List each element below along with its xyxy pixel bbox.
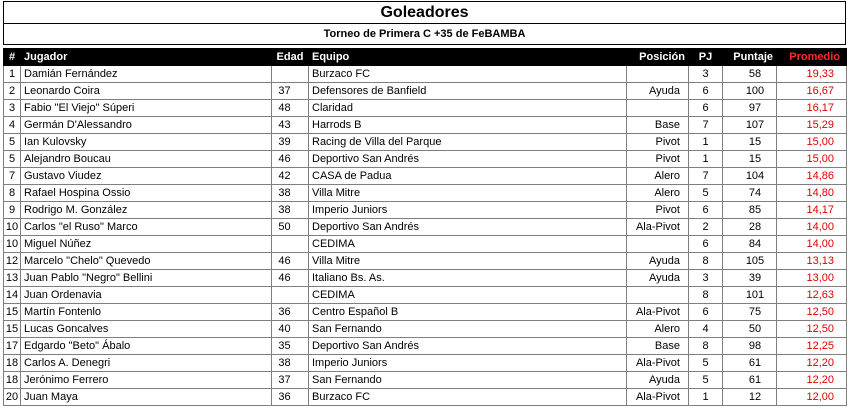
cell-points[interactable]: 104: [723, 168, 777, 185]
cell-average[interactable]: 12,25: [777, 338, 847, 355]
table-row: [4, 372, 847, 389]
cell-position[interactable]: [627, 66, 689, 83]
cell-team[interactable]: Villa Mitre: [309, 253, 627, 270]
cell-average[interactable]: 12,20: [777, 355, 847, 372]
cell-points[interactable]: 74: [723, 185, 777, 202]
cell-age[interactable]: 42: [272, 168, 309, 185]
cell-rank[interactable]: 20: [4, 389, 21, 406]
cell-points[interactable]: 98: [723, 338, 777, 355]
cell-position[interactable]: Ayuda: [627, 270, 689, 287]
cell-rank[interactable]: 13: [4, 270, 21, 287]
table-row: [4, 202, 847, 219]
col-header-points[interactable]: Puntaje: [723, 49, 777, 66]
cell-rank[interactable]: 9: [4, 202, 21, 219]
cell-games[interactable]: 8: [689, 287, 723, 304]
table-row: [4, 168, 847, 185]
cell-position[interactable]: Alero: [627, 168, 689, 185]
cell-team[interactable]: Villa Mitre: [309, 185, 627, 202]
cell-player[interactable]: Leonardo Coira: [21, 83, 272, 100]
cell-average[interactable]: 16,17: [777, 100, 847, 117]
table-row: [4, 389, 847, 406]
cell-games[interactable]: 1: [689, 389, 723, 406]
cell-rank[interactable]: 7: [4, 168, 21, 185]
cell-player[interactable]: Fabio "El Viejo" Súperi: [21, 100, 272, 117]
scorers-table: [3, 48, 847, 406]
cell-age[interactable]: 46: [272, 253, 309, 270]
cell-games[interactable]: 8: [689, 253, 723, 270]
cell-rank[interactable]: 2: [4, 83, 21, 100]
cell-average[interactable]: 12,00: [777, 389, 847, 406]
scorers-sheet: [3, 1, 846, 406]
col-header-team[interactable]: Equipo: [309, 49, 627, 66]
cell-position[interactable]: Base: [627, 338, 689, 355]
cell-points[interactable]: 101: [723, 287, 777, 304]
table-row: [4, 100, 847, 117]
cell-team[interactable]: Imperio Juniors: [309, 202, 627, 219]
cell-games[interactable]: 6: [689, 236, 723, 253]
cell-position[interactable]: Pivot: [627, 151, 689, 168]
cell-average[interactable]: 14,00: [777, 236, 847, 253]
cell-team[interactable]: San Fernando: [309, 372, 627, 389]
cell-player[interactable]: Carlos A. Denegri: [21, 355, 272, 372]
cell-age[interactable]: 48: [272, 100, 309, 117]
cell-position[interactable]: Ala-Pivot: [627, 355, 689, 372]
cell-position[interactable]: Ala-Pivot: [627, 304, 689, 321]
col-header-rank[interactable]: #: [4, 49, 21, 66]
cell-player[interactable]: Juan Ordenavia: [21, 287, 272, 304]
cell-points[interactable]: 61: [723, 355, 777, 372]
cell-rank[interactable]: 4: [4, 117, 21, 134]
cell-age[interactable]: 37: [272, 372, 309, 389]
cell-age[interactable]: 38: [272, 185, 309, 202]
cell-average[interactable]: 15,29: [777, 117, 847, 134]
cell-player[interactable]: Marcelo "Chelo" Quevedo: [21, 253, 272, 270]
table-row: [4, 287, 847, 304]
cell-points[interactable]: 15: [723, 151, 777, 168]
table-row: [4, 355, 847, 372]
cell-points[interactable]: 97: [723, 100, 777, 117]
cell-rank[interactable]: 18: [4, 355, 21, 372]
cell-points[interactable]: 75: [723, 304, 777, 321]
cell-rank[interactable]: 15: [4, 304, 21, 321]
cell-games[interactable]: 1: [689, 134, 723, 151]
cell-player[interactable]: Lucas Goncalves: [21, 321, 272, 338]
cell-team[interactable]: Racing de Villa del Parque: [309, 134, 627, 151]
table-row: [4, 117, 847, 134]
cell-age[interactable]: 43: [272, 117, 309, 134]
cell-average[interactable]: 14,80: [777, 185, 847, 202]
cell-position[interactable]: [627, 100, 689, 117]
cell-position[interactable]: Ayuda: [627, 83, 689, 100]
cell-team[interactable]: Defensores de Banfield: [309, 83, 627, 100]
sheet-subtitle: Torneo de Primera C +35 de FeBAMBA: [3, 23, 846, 45]
cell-games[interactable]: 6: [689, 202, 723, 219]
cell-rank[interactable]: 15: [4, 321, 21, 338]
cell-team[interactable]: Claridad: [309, 100, 627, 117]
cell-team[interactable]: Centro Español B: [309, 304, 627, 321]
cell-team[interactable]: San Fernando: [309, 321, 627, 338]
cell-rank[interactable]: 14: [4, 287, 21, 304]
cell-player[interactable]: Gustavo Viudez: [21, 168, 272, 185]
cell-team[interactable]: CEDIMA: [309, 287, 627, 304]
table-row: [4, 253, 847, 270]
cell-points[interactable]: 50: [723, 321, 777, 338]
table-row: [4, 185, 847, 202]
cell-position[interactable]: [627, 236, 689, 253]
cell-points[interactable]: 107: [723, 117, 777, 134]
cell-average[interactable]: 15,00: [777, 151, 847, 168]
cell-age[interactable]: 40: [272, 321, 309, 338]
cell-games[interactable]: 5: [689, 372, 723, 389]
table-row: [4, 236, 847, 253]
cell-average[interactable]: 16,67: [777, 83, 847, 100]
cell-position[interactable]: Ayuda: [627, 253, 689, 270]
cell-player[interactable]: Carlos "el Ruso" Marco: [21, 219, 272, 236]
cell-position[interactable]: Ala-Pivot: [627, 219, 689, 236]
cell-age[interactable]: 36: [272, 304, 309, 321]
table-row: [4, 151, 847, 168]
table-row: [4, 270, 847, 287]
col-header-age[interactable]: Edad: [272, 49, 309, 66]
cell-games[interactable]: 1: [689, 151, 723, 168]
cell-age[interactable]: 50: [272, 219, 309, 236]
cell-average[interactable]: 19,33: [777, 66, 847, 83]
cell-player[interactable]: Damián Fernández: [21, 66, 272, 83]
cell-average[interactable]: 12,63: [777, 287, 847, 304]
cell-age[interactable]: [272, 66, 309, 83]
cell-rank[interactable]: 5: [4, 134, 21, 151]
cell-rank[interactable]: 1: [4, 66, 21, 83]
cell-player[interactable]: Edgardo "Beto" Ábalo: [21, 338, 272, 355]
cell-position[interactable]: Alero: [627, 185, 689, 202]
cell-team[interactable]: Deportivo San Andrés: [309, 338, 627, 355]
cell-age[interactable]: [272, 287, 309, 304]
cell-average[interactable]: 14,00: [777, 219, 847, 236]
cell-average[interactable]: 14,17: [777, 202, 847, 219]
cell-average[interactable]: 15,00: [777, 134, 847, 151]
cell-age[interactable]: 36: [272, 389, 309, 406]
cell-rank[interactable]: 8: [4, 185, 21, 202]
cell-team[interactable]: Italiano Bs. As.: [309, 270, 627, 287]
cell-games[interactable]: 4: [689, 321, 723, 338]
cell-games[interactable]: 6: [689, 83, 723, 100]
cell-position[interactable]: Base: [627, 117, 689, 134]
cell-points[interactable]: 15: [723, 134, 777, 151]
cell-games[interactable]: 3: [689, 270, 723, 287]
cell-average[interactable]: 13,00: [777, 270, 847, 287]
cell-rank[interactable]: 10: [4, 219, 21, 236]
cell-player[interactable]: Miguel Núñez: [21, 236, 272, 253]
cell-player[interactable]: Germán D'Alessandro: [21, 117, 272, 134]
table-row: [4, 66, 847, 83]
cell-position[interactable]: Ala-Pivot: [627, 389, 689, 406]
cell-position[interactable]: [627, 287, 689, 304]
cell-games[interactable]: 5: [689, 185, 723, 202]
cell-games[interactable]: 3: [689, 66, 723, 83]
cell-player[interactable]: Rafael Hospina Ossio: [21, 185, 272, 202]
cell-player[interactable]: Martín Fontenlo: [21, 304, 272, 321]
cell-team[interactable]: CASA de Padua: [309, 168, 627, 185]
cell-position[interactable]: Pivot: [627, 202, 689, 219]
table-row: [4, 304, 847, 321]
cell-points[interactable]: 85: [723, 202, 777, 219]
cell-team[interactable]: Burzaco FC: [309, 389, 627, 406]
cell-team[interactable]: CEDIMA: [309, 236, 627, 253]
cell-rank[interactable]: 5: [4, 151, 21, 168]
cell-games[interactable]: 7: [689, 168, 723, 185]
cell-player[interactable]: Juan Pablo "Negro" Bellini: [21, 270, 272, 287]
cell-team[interactable]: Harrods B: [309, 117, 627, 134]
cell-position[interactable]: Alero: [627, 321, 689, 338]
cell-points[interactable]: 100: [723, 83, 777, 100]
cell-age[interactable]: 46: [272, 151, 309, 168]
cell-team[interactable]: Deportivo San Andrés: [309, 219, 627, 236]
cell-games[interactable]: 7: [689, 117, 723, 134]
cell-games[interactable]: 6: [689, 100, 723, 117]
cell-rank[interactable]: 18: [4, 372, 21, 389]
table-header-row: [4, 49, 847, 66]
cell-rank[interactable]: 10: [4, 236, 21, 253]
col-header-position[interactable]: Posición: [627, 49, 689, 66]
cell-age[interactable]: 46: [272, 270, 309, 287]
cell-rank[interactable]: 17: [4, 338, 21, 355]
cell-average[interactable]: 12,20: [777, 372, 847, 389]
cell-rank[interactable]: 3: [4, 100, 21, 117]
cell-average[interactable]: 13,13: [777, 253, 847, 270]
cell-player[interactable]: Juan Maya: [21, 389, 272, 406]
cell-age[interactable]: 35: [272, 338, 309, 355]
table-row: [4, 134, 847, 151]
cell-position[interactable]: Pivot: [627, 134, 689, 151]
cell-games[interactable]: 2: [689, 219, 723, 236]
cell-points[interactable]: 58: [723, 66, 777, 83]
table-row: [4, 321, 847, 338]
cell-points[interactable]: 105: [723, 253, 777, 270]
cell-rank[interactable]: 12: [4, 253, 21, 270]
cell-team[interactable]: Burzaco FC: [309, 66, 627, 83]
cell-team[interactable]: Imperio Juniors: [309, 355, 627, 372]
cell-age[interactable]: 39: [272, 134, 309, 151]
col-header-player[interactable]: Jugador: [21, 49, 272, 66]
cell-points[interactable]: 28: [723, 219, 777, 236]
cell-average[interactable]: 14,86: [777, 168, 847, 185]
sheet-title: Goleadores: [3, 1, 846, 23]
col-header-games[interactable]: PJ: [689, 49, 723, 66]
cell-team[interactable]: Deportivo San Andrés: [309, 151, 627, 168]
cell-average[interactable]: 12,50: [777, 304, 847, 321]
cell-games[interactable]: 5: [689, 355, 723, 372]
table-row: [4, 83, 847, 100]
cell-points[interactable]: 12: [723, 389, 777, 406]
cell-player[interactable]: Alejandro Boucau: [21, 151, 272, 168]
cell-player[interactable]: Rodrigo M. González: [21, 202, 272, 219]
cell-games[interactable]: 6: [689, 304, 723, 321]
cell-points[interactable]: 84: [723, 236, 777, 253]
table-row: [4, 338, 847, 355]
cell-average[interactable]: 12,50: [777, 321, 847, 338]
cell-games[interactable]: 8: [689, 338, 723, 355]
cell-points[interactable]: 39: [723, 270, 777, 287]
cell-age[interactable]: 38: [272, 355, 309, 372]
cell-position[interactable]: Ayuda: [627, 372, 689, 389]
cell-player[interactable]: Jerónimo Ferrero: [21, 372, 272, 389]
cell-age[interactable]: [272, 236, 309, 253]
cell-player[interactable]: Ian Kulovsky: [21, 134, 272, 151]
table-row: [4, 219, 847, 236]
cell-points[interactable]: 61: [723, 372, 777, 389]
cell-age[interactable]: 37: [272, 83, 309, 100]
col-header-average[interactable]: Promedio: [777, 49, 847, 66]
cell-age[interactable]: 38: [272, 202, 309, 219]
